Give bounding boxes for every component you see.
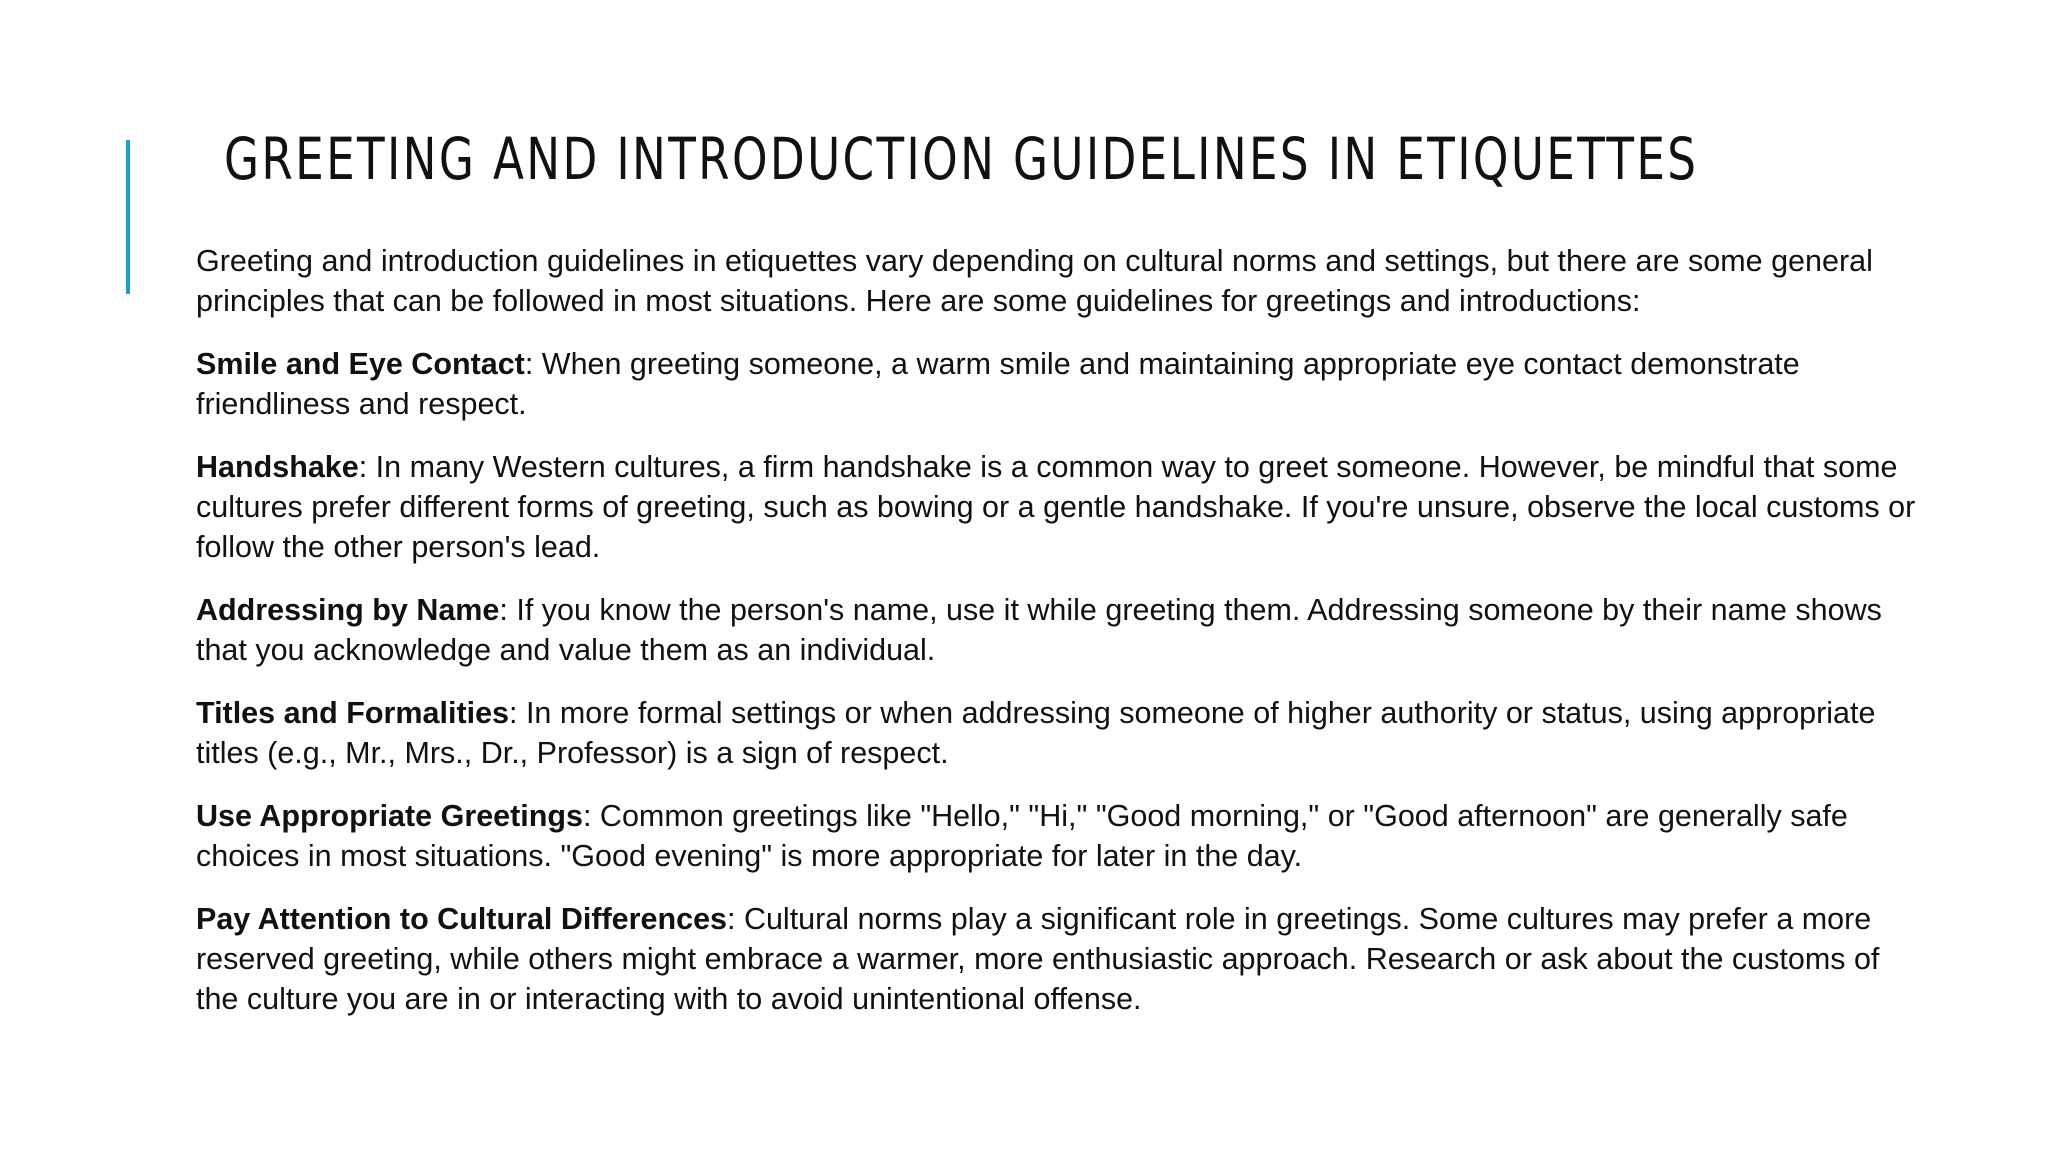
guideline-term: Pay Attention to Cultural Differences [196, 902, 727, 936]
guideline-paragraph [196, 590, 1926, 670]
guideline-term: Titles and Formalities [196, 696, 509, 730]
slide-title: GREETING AND INTRODUCTION GUIDELINES IN ETIQUETTES [224, 125, 1699, 193]
guideline-text: : Cultural norms play a significant role in greetings. Some cultures may prefer a more reserved greeting, while others might embrace a warmer, more enthusiastic approach. Research or ask about the customs of the culture you are in or interacting with to avoid unintentional offense. [196, 902, 1880, 1016]
guideline-paragraph [196, 796, 1926, 876]
guideline-term: Smile and Eye Contact [196, 347, 525, 381]
guideline-text: : In more formal settings or when addressing someone of higher authority or status, using appropriate titles (e.g., Mr., Mrs., Dr., Professor) is a sign of respect. [196, 696, 1876, 770]
guideline-text: : Common greetings like "Hello," "Hi," "Good morning," or "Good afternoon" are generally safe choices in most situations. "Good evening" is more appropriate for later in the day. [196, 799, 1848, 873]
guideline-term: Handshake [196, 450, 359, 484]
slide-body [196, 241, 1926, 1042]
guideline-text: : If you know the person's name, use it while greeting them. Addressing someone by their name shows that you acknowledge and value them as an individual. [196, 593, 1882, 667]
guideline-text: : In many Western cultures, a firm handshake is a common way to greet someone. However, be mindful that some cultures prefer different forms of greeting, such as bowing or a gentle handshake. If you're unsure, observe the local customs or follow the other person's lead. [196, 450, 1916, 564]
guideline-text: : When greeting someone, a warm smile and maintaining appropriate eye contact demonstrate friendliness and respect. [196, 347, 1800, 421]
intro-paragraph: Greeting and introduction guidelines in etiquettes vary depending on cultural norms and settings, but there are some general principles that can be followed in most situations. Here are some guidelines for greetings and introductions: [196, 244, 1873, 318]
guideline-paragraph [196, 344, 1926, 424]
guideline-paragraph [196, 693, 1926, 773]
guideline-paragraph [196, 447, 1926, 567]
guideline-paragraph [196, 899, 1926, 1019]
guideline-term: Addressing by Name [196, 593, 500, 627]
guideline-term: Use Appropriate Greetings [196, 799, 583, 833]
title-accent-bar [126, 140, 130, 294]
